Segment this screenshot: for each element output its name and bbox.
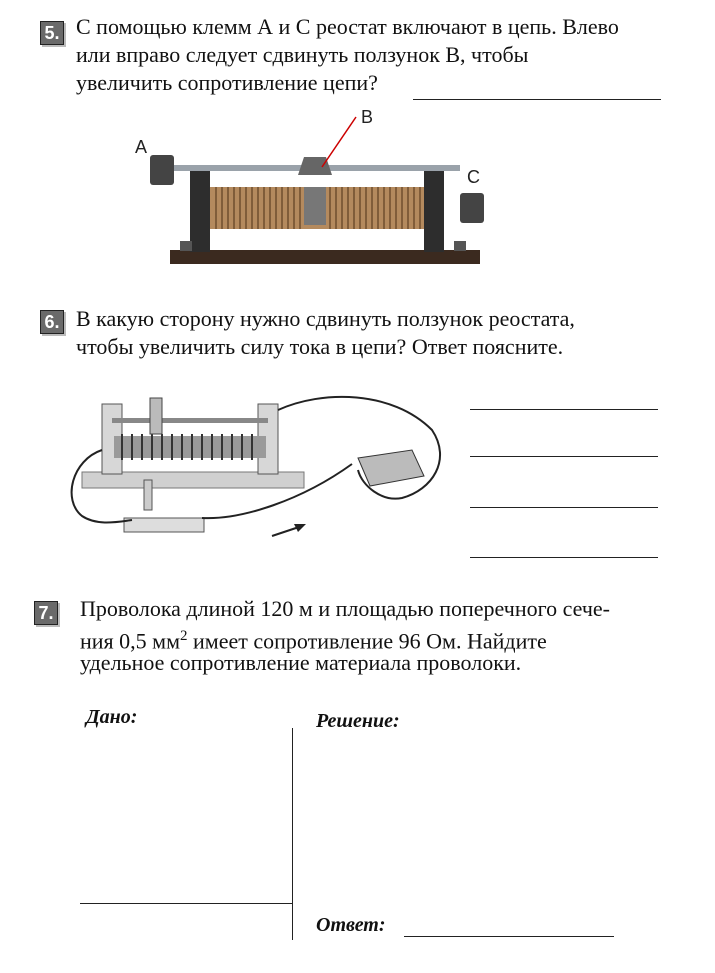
q7-line2-part2: имеет сопротивление 96 Ом. Найдите [187,628,547,654]
answer-line-q6-4[interactable] [470,557,658,558]
vertical-divider [292,728,293,940]
left-support [190,170,210,252]
coil [114,436,266,458]
pointer-line [322,117,356,167]
terminal-c [460,193,484,223]
switch-base [124,518,204,532]
question-7-text-line3: удельное сопротивление материала проволоки. [80,650,522,675]
answer-line-q5[interactable] [413,99,661,100]
terminal-a [150,155,174,185]
switch-lever [144,480,152,510]
question-7-text-line1: Проволока длиной 120 м и площадью поперечного сече- [80,596,610,621]
answer-line-q7[interactable] [404,936,614,937]
superscript-2: 2 [180,628,188,644]
rheostat-base [170,250,480,264]
given-label: Дано: [86,706,138,728]
solution-label: Решение: [316,710,400,732]
answer-line-q6-2[interactable] [470,456,658,457]
right-support [424,170,444,252]
question-number-6: 6. [40,310,64,334]
label-c: C [467,167,480,187]
rheostat-illustration [130,105,490,270]
given-underline[interactable] [80,903,292,904]
answer-line-q6-3[interactable] [470,507,658,508]
question-number-7: 7. [34,601,58,625]
rheostat-circuit-illustration [62,390,462,540]
question-5-text-line1: С помощью клемм А и С реостат включают в цепь. Влево [76,14,619,39]
battery [358,450,424,486]
label-b: B [361,107,374,127]
question-number-5: 5. [40,21,64,45]
answer-line-q6-1[interactable] [470,409,658,410]
label-a: A [135,137,148,157]
q7-line2-part1: ния 0,5 мм [80,628,181,654]
slider [150,398,162,434]
answer-label: Ответ: [316,914,386,936]
question-6-text-line2: чтобы увеличить силу тока в цепи? Ответ поясните. [76,334,564,359]
question-5-text-line3: увеличить сопротивление цепи? [76,70,378,95]
question-6-text-line1: В какую сторону нужно сдвинуть ползунок реостата, [76,306,575,331]
question-5-text-line2: или вправо следует сдвинуть ползунок В, чтобы [76,42,529,67]
